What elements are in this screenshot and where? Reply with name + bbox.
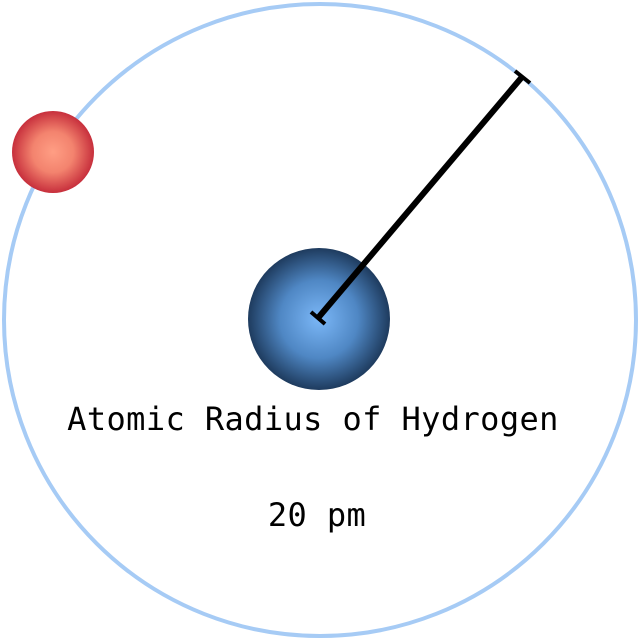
electron bbox=[12, 111, 94, 193]
diagram-title: Atomic Radius of Hydrogen bbox=[67, 400, 559, 438]
radius-marker bbox=[311, 71, 530, 324]
radius-value-label: 20 pm bbox=[267, 496, 367, 534]
radius-line bbox=[318, 77, 522, 318]
